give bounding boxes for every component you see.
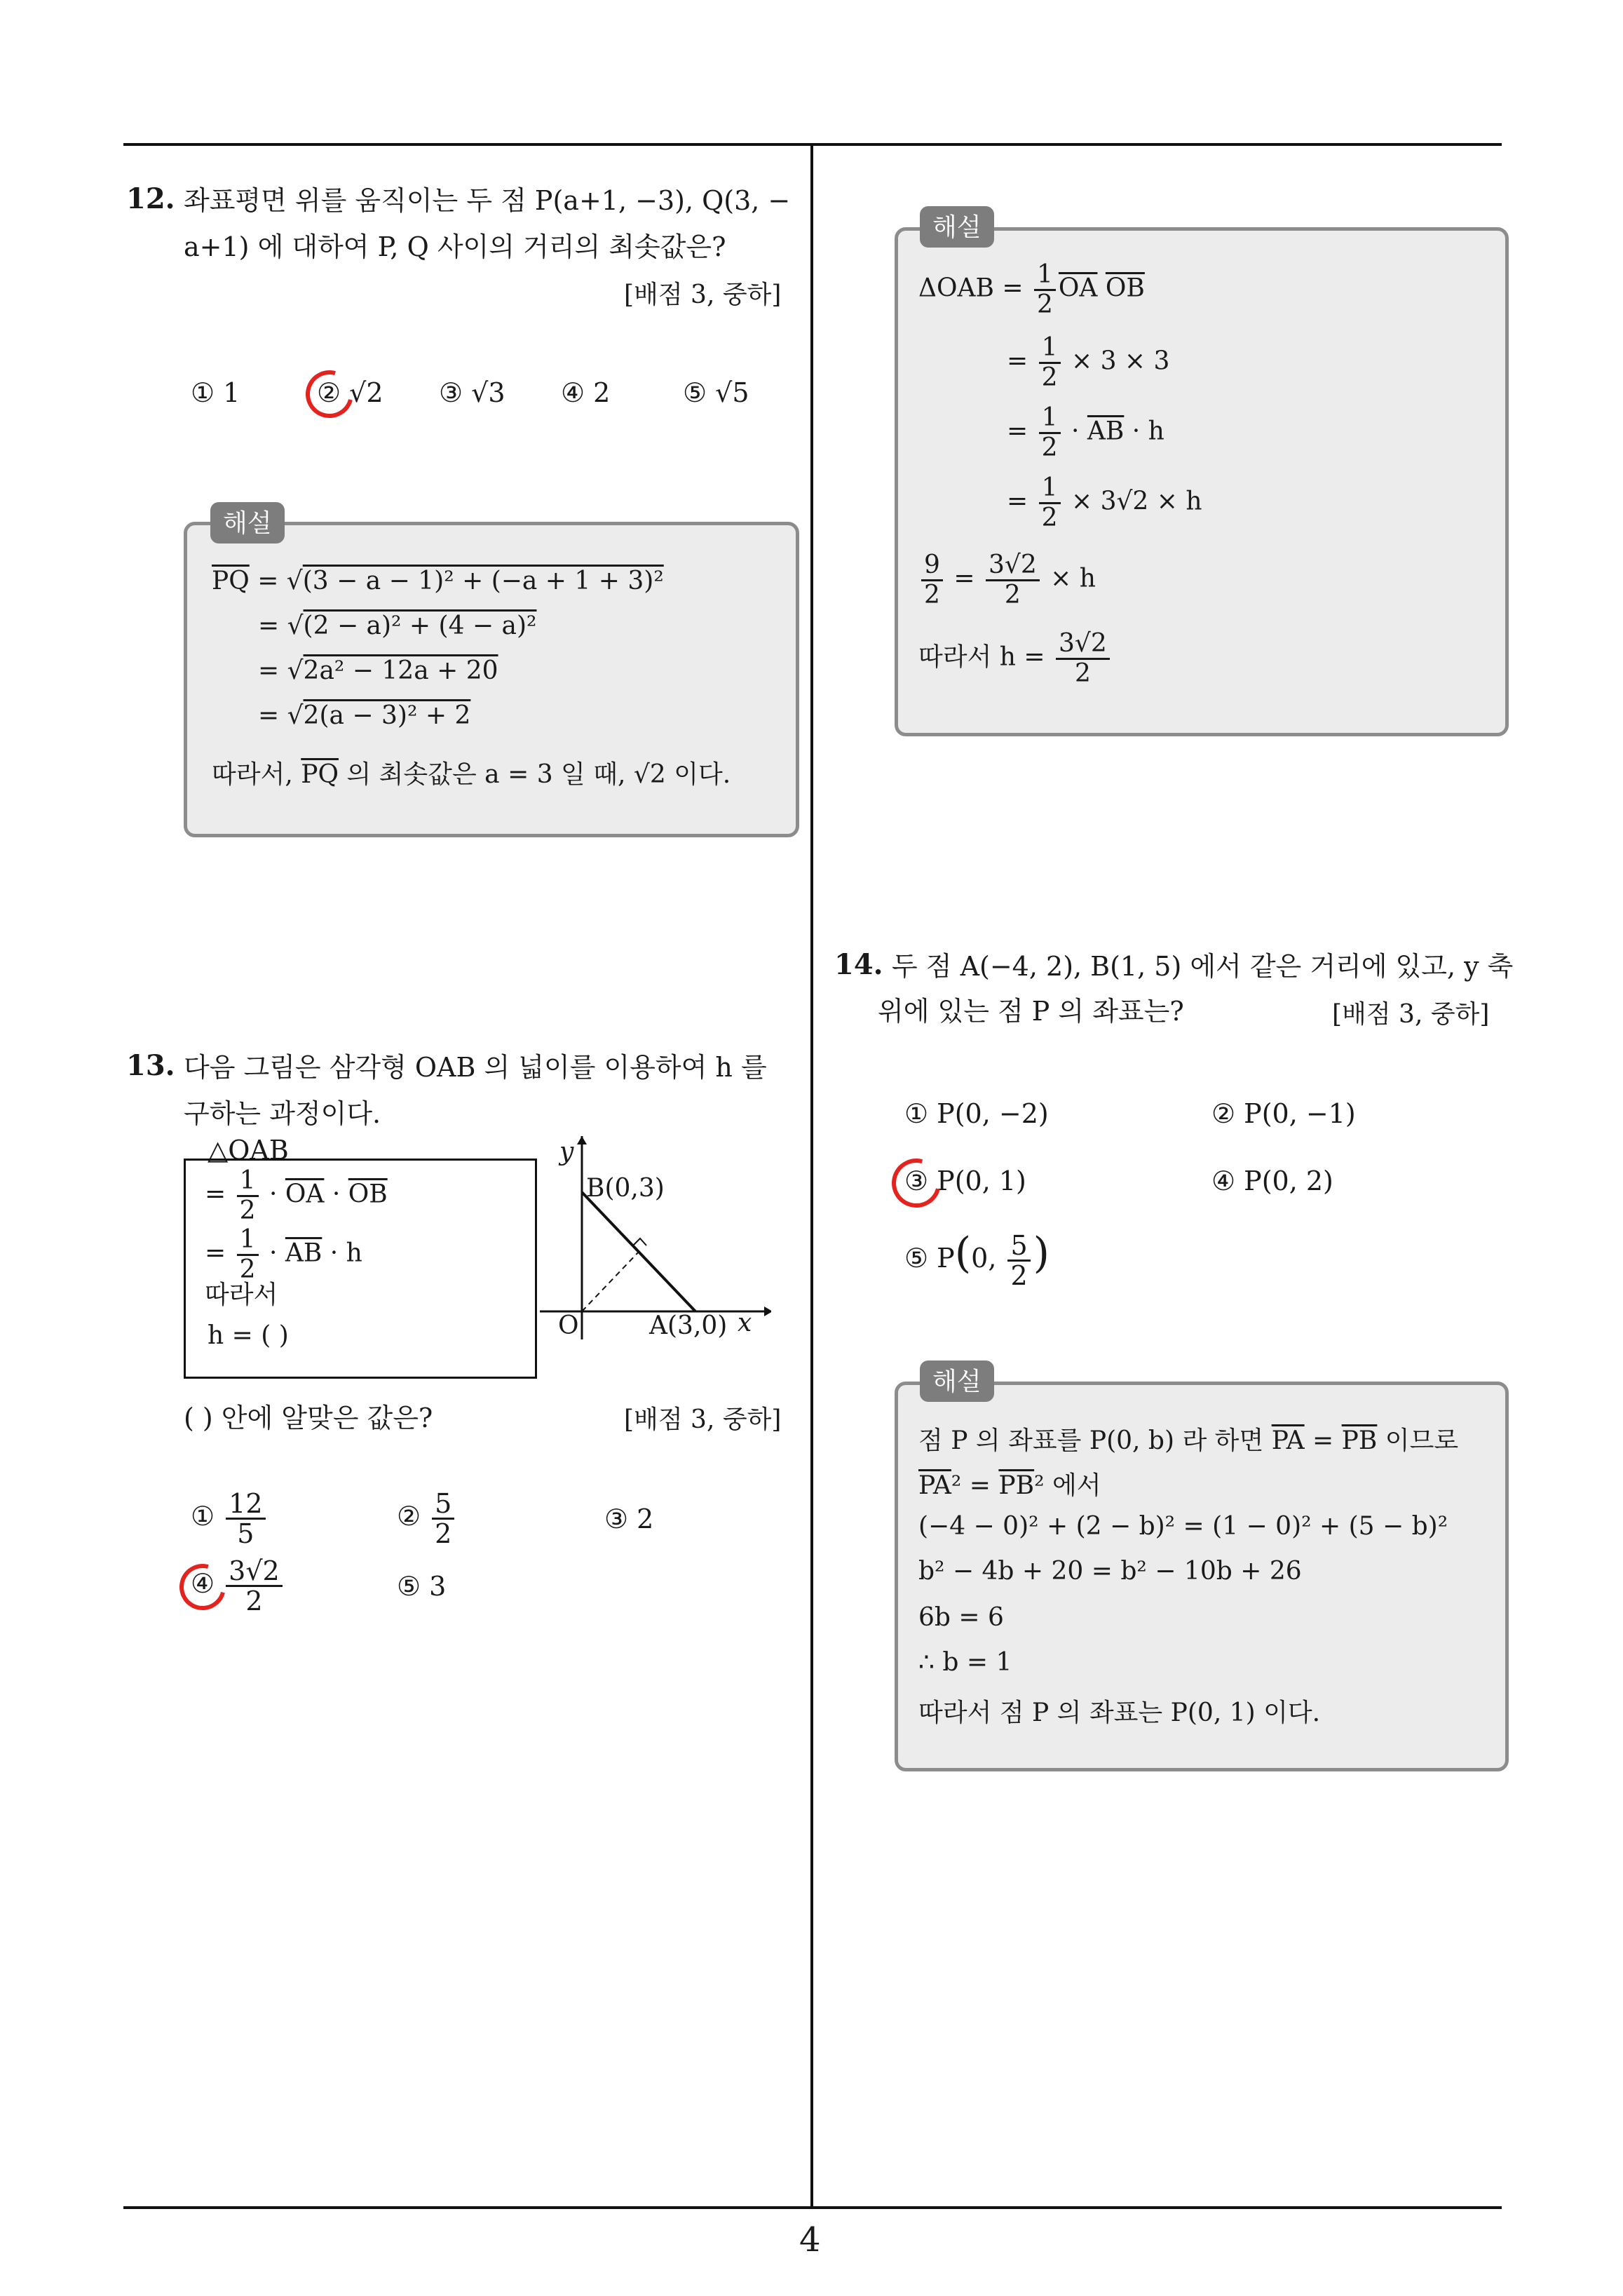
q12-option-5[interactable]: ⑤ √5: [683, 377, 749, 408]
q13-number: 13.: [126, 1049, 175, 1082]
q13-solution-line-5: $\frac{9}{2}$ = $\frac{3√2}{2}$ × h: [918, 551, 1096, 609]
height-h: [582, 1252, 639, 1311]
q13-solution-line-4: = $\frac{1}{2}$ × 3√2 × h: [1007, 473, 1202, 532]
q13-option-1[interactable]: ① $\frac{12}{5}$: [191, 1490, 269, 1548]
q13-box-line-4: h = ( ): [208, 1321, 289, 1350]
q12-option-1[interactable]: ① 1: [191, 377, 240, 408]
q13-fig-a-label: A(3,0): [649, 1311, 728, 1340]
q13-option-3[interactable]: ③ 2: [604, 1504, 654, 1534]
q14-stem-line2: 위에 있는 점 P 의 좌표는?: [878, 996, 1184, 1027]
q12-stem-line1: 좌표평면 위를 움직이는 두 점 P(a+1, −3), Q(3, −: [184, 185, 791, 216]
q12-solution-line-4: = √2(a − 3)² + 2: [258, 701, 471, 730]
q12-solution-line-1: $\overline{PQ} = √(3 - a - 1)^2 + (-a + 1 + 3)^2$: [212, 567, 664, 595]
q13-solution-line-2: = $\frac{1}{2}$ × 3 × 3: [1007, 333, 1170, 392]
q12-solution-line-5: 따라서, $\overline{PQ}$ 의 최솟값은 a = 3 일 때, √2 이다.: [212, 760, 731, 789]
q14-solution-line-7: 따라서 점 P 의 좌표는 P(0, 1) 이다.: [918, 1699, 1321, 1727]
q12-meta: [배점 3, 중하]: [624, 281, 782, 309]
q13-fig-o-label: O: [558, 1311, 579, 1340]
q13-fig-y-label: y: [559, 1137, 574, 1166]
q12-option-4[interactable]: ④ 2: [561, 377, 611, 408]
y-axis-arrow: [577, 1136, 587, 1144]
q13-solution-line-1: ΔOAB = $\frac{1}{2}$ $\overline{OA}$ $\overline{OB}$: [918, 260, 1145, 319]
q12-number: 12.: [126, 182, 175, 215]
q14-option-5[interactable]: ⑤ P(0, $\frac{5}{2}$ ): [904, 1229, 1050, 1291]
q12-option-3[interactable]: ③ √3: [439, 377, 505, 408]
q14-solution-line-1: 점 P 의 좌표를 P(0, b) 라 하면 $\overline{PA} = \overline{PB}$ 이므로: [918, 1426, 1459, 1455]
q14-number: 14.: [834, 948, 883, 981]
q14-stem-line1: 두 점 A(−4, 2), B(1, 5) 에서 같은 거리에 있고, y 축: [892, 951, 1514, 982]
q14-meta: [배점 3, 중하]: [1332, 1000, 1490, 1029]
q14-solution-tag: 해설: [920, 1360, 994, 1402]
q13-box-line-2: = $\frac{1}{2}$ · $\overline{AB} \cdot h$: [205, 1225, 362, 1284]
x-axis-arrow: [764, 1306, 771, 1316]
page-number: 4: [799, 2220, 821, 2260]
q13-option-4[interactable]: ④ $\frac{3√2}{2}$: [191, 1557, 285, 1615]
bottom-rule: [123, 2206, 1502, 2209]
right-angle-mark: [633, 1238, 646, 1245]
q13-box-line-3: 따라서: [205, 1281, 278, 1309]
q12-solution-line-3: = √2a² − 12a + 20: [258, 656, 498, 685]
q13-box-title: △OAB: [208, 1135, 289, 1166]
q14-option-2[interactable]: ② P(0, −1): [1211, 1098, 1356, 1129]
column-divider: [810, 143, 813, 2209]
q12-solution-tag: 해설: [210, 502, 285, 543]
q14-solution-line-2: $\overline{PA}^2 = \overline{PB}^2$ 에서: [918, 1471, 1101, 1500]
q13-stem-line1: 다음 그림은 삼각형 OAB 의 넓이를 이용하여 h 를: [184, 1052, 767, 1083]
q13-fig-x-label: x: [738, 1309, 752, 1337]
q13-meta: [배점 3, 중하]: [624, 1405, 782, 1434]
q13-stem-line2: 구하는 과정이다.: [184, 1098, 381, 1129]
q14-solution-line-6: ∴ b = 1: [918, 1648, 1012, 1677]
q14-option-3[interactable]: ③ P(0, 1): [904, 1166, 1026, 1196]
q13-solution-line-3: = $\frac{1}{2}$ · $\overline{AB} \cdot h$: [1007, 403, 1164, 462]
q13-option-2[interactable]: ② $\frac{5}{2}$: [397, 1490, 457, 1548]
q13-box-line-1: = $\frac{1}{2}$ · $\overline{OA} \cdot \overline{OB}$: [205, 1166, 388, 1225]
q13-solution-tag: 해설: [920, 206, 994, 248]
q13-blank-line: ( ) 안에 알맞은 값은?: [184, 1403, 433, 1433]
q12-answer-mark: [297, 362, 362, 427]
q13-option-5[interactable]: ⑤ 3: [397, 1571, 447, 1602]
q14-solution-line-3: (−4 − 0)² + (2 − b)² = (1 − 0)² + (5 − b)²: [918, 1512, 1448, 1541]
q12-solution-line-2: = √(2 − a)² + (4 − a)²: [258, 612, 537, 640]
q13-fig-b-label: B(0,3): [586, 1174, 665, 1203]
q13-solution-line-6: 따라서 h = $\frac{3√2}{2}$: [918, 630, 1113, 688]
q14-solution-line-5: 6b = 6: [918, 1603, 1004, 1632]
q14-option-4[interactable]: ④ P(0, 2): [1211, 1166, 1333, 1196]
q12-option-2[interactable]: ② √2: [317, 377, 383, 408]
q14-option-1[interactable]: ① P(0, −2): [904, 1098, 1049, 1129]
q14-solution-line-4: b² − 4b + 20 = b² − 10b + 26: [918, 1557, 1302, 1586]
q12-stem-line2: a+1) 에 대하여 P, Q 사이의 거리의 최솟값은?: [184, 231, 726, 262]
q14-answer-mark: [883, 1149, 950, 1217]
